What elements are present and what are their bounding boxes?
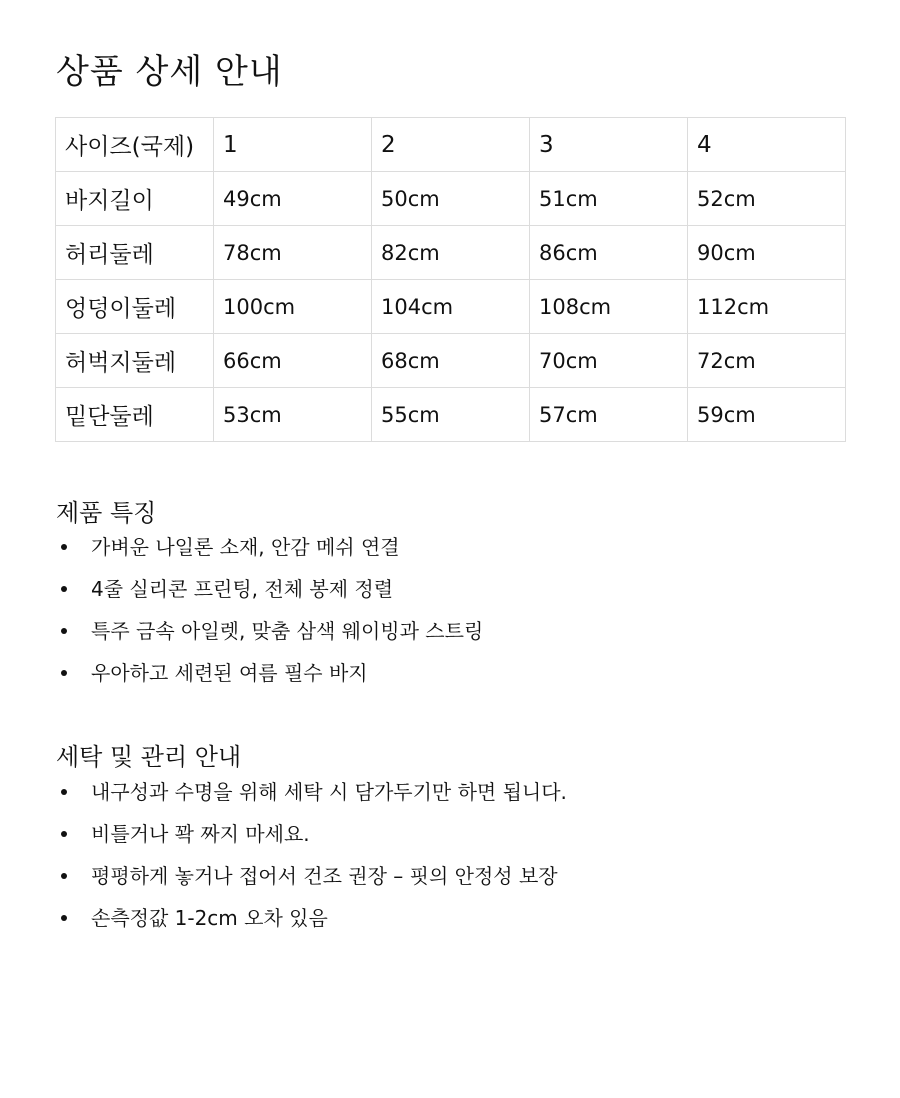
- bullet-dot: [61, 586, 67, 592]
- list-item: [56, 658, 856, 700]
- table-cell: 53cm: [214, 388, 372, 442]
- size-chart-table: [55, 117, 846, 442]
- table-cell: 66cm: [214, 334, 372, 388]
- list-item-text: 우아하고 세련된 여름 필수 바지: [91, 661, 368, 685]
- row-label-hip: 엉덩이둘레: [56, 280, 214, 334]
- table-cell: 59cm: [688, 388, 846, 442]
- care-list: [56, 777, 856, 945]
- bullet-dot: [61, 670, 67, 676]
- size-header-2: 2: [372, 118, 530, 172]
- list-item-text: 손측정값 1-2cm 오차 있음: [91, 906, 328, 930]
- list-item-text: 내구성과 수명을 위해 세탁 시 담가두기만 하면 됩니다.: [91, 780, 567, 804]
- list-item: [56, 903, 856, 945]
- list-item: [56, 574, 856, 616]
- bullet-dot: [61, 873, 67, 879]
- bullet-dot: [61, 789, 67, 795]
- table-cell: 112cm: [688, 280, 846, 334]
- bullet-dot: [61, 628, 67, 634]
- care-title: 세탁 및 관리 안내: [56, 743, 242, 771]
- size-header-1: 1: [214, 118, 372, 172]
- table-cell: 104cm: [372, 280, 530, 334]
- list-item-text: 가벼운 나일론 소재, 안감 메쉬 연결: [91, 535, 400, 559]
- table-cell: 50cm: [372, 172, 530, 226]
- table-cell: 108cm: [530, 280, 688, 334]
- list-item-text: 4줄 실리콘 프린팅, 전체 봉제 정렬: [91, 577, 394, 601]
- bullet-dot: [61, 915, 67, 921]
- table-row: [56, 172, 846, 226]
- table-cell: 100cm: [214, 280, 372, 334]
- table-row: [56, 280, 846, 334]
- table-row: [56, 334, 846, 388]
- size-header-3: 3: [530, 118, 688, 172]
- table-cell: 52cm: [688, 172, 846, 226]
- table-row: [56, 388, 846, 442]
- size-header-label: 사이즈(국제): [56, 118, 214, 172]
- list-item: [56, 861, 856, 903]
- table-cell: 68cm: [372, 334, 530, 388]
- row-label-hem: 밑단둘레: [56, 388, 214, 442]
- row-label-pants-length: 바지길이: [56, 172, 214, 226]
- size-header-4: 4: [688, 118, 846, 172]
- page-title: 상품 상세 안내: [56, 52, 283, 92]
- table-row: [56, 226, 846, 280]
- list-item: [56, 532, 856, 574]
- features-title: 제품 특징: [56, 499, 157, 527]
- list-item: [56, 777, 856, 819]
- bullet-dot: [61, 544, 67, 550]
- table-cell: 72cm: [688, 334, 846, 388]
- table-cell: 82cm: [372, 226, 530, 280]
- table-cell: 70cm: [530, 334, 688, 388]
- list-item-text: 평평하게 놓거나 접어서 건조 권장 – 핏의 안정성 보장: [91, 864, 558, 888]
- list-item: [56, 616, 856, 658]
- list-item-text: 비틀거나 꽉 짜지 마세요.: [91, 822, 310, 846]
- table-cell: 55cm: [372, 388, 530, 442]
- bullet-dot: [61, 831, 67, 837]
- table-cell: 90cm: [688, 226, 846, 280]
- features-list: [56, 532, 856, 700]
- table-cell: 51cm: [530, 172, 688, 226]
- row-label-thigh: 허벅지둘레: [56, 334, 214, 388]
- list-item: [56, 819, 856, 861]
- table-cell: 57cm: [530, 388, 688, 442]
- row-label-waist: 허리둘레: [56, 226, 214, 280]
- table-cell: 86cm: [530, 226, 688, 280]
- size-table-header-row: [56, 118, 846, 172]
- list-item-text: 특주 금속 아일렛, 맞춤 삼색 웨이빙과 스트링: [91, 619, 484, 643]
- table-cell: 49cm: [214, 172, 372, 226]
- table-cell: 78cm: [214, 226, 372, 280]
